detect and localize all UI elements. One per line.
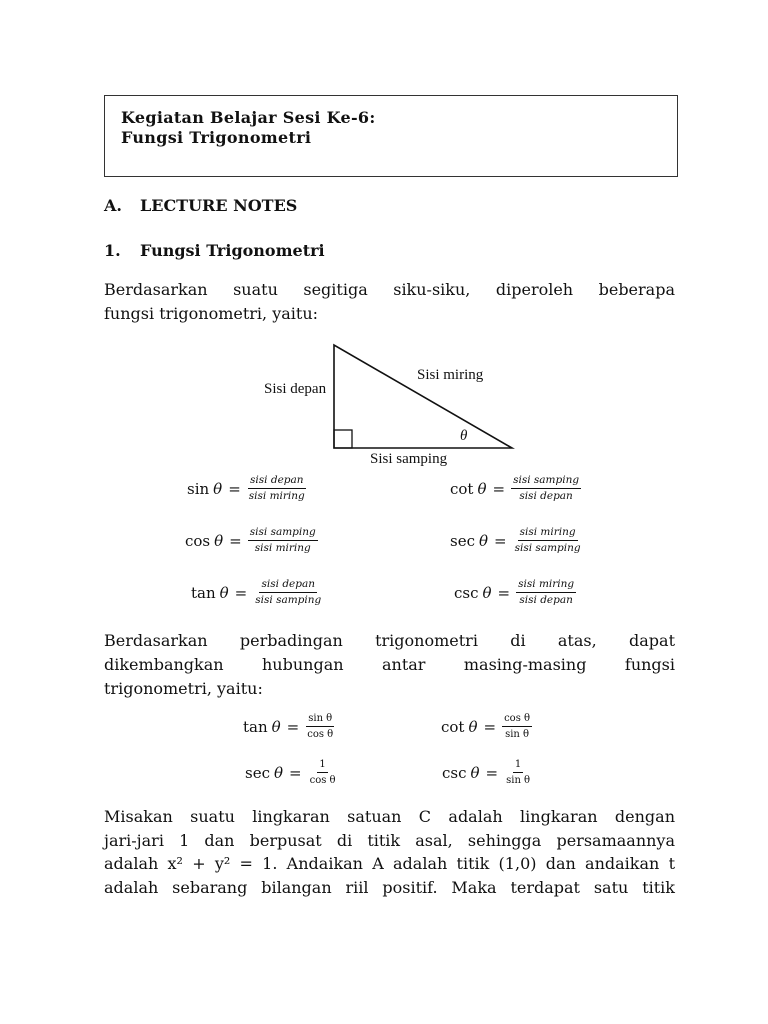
numerator: sisi miring bbox=[518, 526, 578, 541]
formula-cot bbox=[450, 474, 581, 503]
label-sisi-samping: Sisi samping bbox=[370, 451, 448, 467]
var-theta: θ bbox=[477, 479, 487, 498]
section-a-title: LECTURE NOTES bbox=[140, 196, 298, 215]
relation-line-3: trigonometri, yaitu: bbox=[104, 679, 263, 698]
fraction bbox=[502, 712, 532, 741]
fn-sec: sec bbox=[245, 763, 270, 782]
fraction bbox=[504, 758, 532, 787]
equals-sign: = bbox=[289, 763, 302, 782]
session-title: Kegiatan Belajar Sesi Ke-6: bbox=[121, 108, 376, 127]
denominator: sin θ bbox=[505, 729, 530, 740]
fn-cot: cot bbox=[441, 717, 465, 736]
var-theta: θ bbox=[214, 531, 224, 550]
session-title-box bbox=[104, 95, 678, 177]
fraction bbox=[308, 758, 338, 787]
fn-cot: cot bbox=[450, 479, 474, 498]
formula-csc bbox=[454, 578, 576, 607]
denominator: sisi depan bbox=[519, 594, 573, 606]
label-sisi-depan: Sisi depan bbox=[264, 381, 327, 397]
label-angle-theta: θ bbox=[460, 428, 468, 444]
fraction bbox=[511, 474, 581, 503]
fn-tan: tan bbox=[243, 717, 268, 736]
equals-sign: = bbox=[483, 717, 497, 736]
relation-csc bbox=[442, 758, 532, 787]
equals-sign: = bbox=[286, 717, 300, 736]
equals-sign: = bbox=[494, 531, 507, 550]
fn-csc: csc bbox=[442, 763, 467, 782]
section-1-heading bbox=[104, 241, 325, 260]
section-1-title: Fungsi Trigonometri bbox=[140, 241, 325, 260]
fraction bbox=[247, 474, 307, 503]
relation-line-2: dikembangkan hubungan antar masing-masing fungsi bbox=[104, 655, 675, 674]
intro-line-2: fungsi trigonometri, yaitu: bbox=[104, 304, 319, 323]
numerator: sisi samping bbox=[248, 526, 318, 541]
denominator: cos θ bbox=[307, 729, 334, 740]
formula-sin bbox=[187, 474, 307, 503]
var-theta: θ bbox=[219, 583, 229, 602]
fn-tan: tan bbox=[191, 583, 216, 602]
var-theta: θ bbox=[213, 479, 223, 498]
denominator: sin θ bbox=[506, 775, 531, 786]
formula-cos bbox=[185, 526, 318, 555]
equals-sign: = bbox=[492, 479, 506, 498]
fn-cos: cos bbox=[185, 531, 211, 550]
denominator: sisi samping bbox=[255, 594, 322, 606]
equals-sign: = bbox=[234, 583, 248, 602]
relation-cot bbox=[441, 712, 532, 741]
numerator: 1 bbox=[317, 758, 327, 773]
fraction bbox=[248, 526, 318, 555]
numerator: sisi samping bbox=[511, 474, 581, 489]
denominator: sisi miring bbox=[248, 490, 305, 502]
triangle-shape bbox=[334, 345, 512, 448]
denominator: cos θ bbox=[309, 775, 336, 786]
equals-sign: = bbox=[497, 583, 511, 602]
fraction bbox=[516, 578, 576, 607]
closing-line-2: jari-jari 1 dan berpusat di titik asal, sehingga persamaannya bbox=[104, 831, 675, 850]
var-theta: θ bbox=[271, 717, 281, 736]
section-a-number: A. bbox=[104, 196, 122, 215]
fn-sec: sec bbox=[450, 531, 475, 550]
numerator: sisi depan bbox=[248, 474, 306, 489]
numerator: sisi depan bbox=[259, 578, 317, 593]
relation-tan bbox=[243, 712, 335, 741]
numerator: cos θ bbox=[502, 712, 532, 727]
closing-line-1: Misakan suatu lingkaran satuan C adalah lingkaran dengan bbox=[104, 807, 675, 826]
label-sisi-miring: Sisi miring bbox=[417, 367, 484, 383]
right-triangle-diagram bbox=[320, 338, 520, 454]
relation-line-1: Berdasarkan perbadingan trigonometri di atas, dapat bbox=[104, 631, 675, 650]
formula-tan bbox=[191, 578, 323, 607]
var-theta: θ bbox=[478, 531, 489, 550]
session-subtitle: Fungsi Trigonometri bbox=[121, 128, 312, 147]
intro-line-1: Berdasarkan suatu segitiga siku-siku, diperoleh beberapa bbox=[104, 280, 675, 299]
fn-sin: sin bbox=[187, 479, 210, 498]
closing-line-3: adalah x² + y² = 1. Andaikan A adalah titik (1,0) dan andaikan t bbox=[104, 854, 675, 873]
fn-csc: csc bbox=[454, 583, 479, 602]
relation-sec bbox=[245, 758, 338, 787]
denominator: sisi samping bbox=[514, 542, 581, 554]
fraction bbox=[305, 712, 335, 741]
section-1-number: 1. bbox=[104, 241, 121, 260]
var-theta: θ bbox=[468, 717, 478, 736]
equals-sign: = bbox=[228, 479, 241, 498]
var-theta: θ bbox=[273, 763, 284, 782]
formula-sec bbox=[450, 526, 583, 555]
denominator: sisi depan bbox=[519, 490, 573, 502]
numerator: 1 bbox=[513, 758, 523, 773]
var-theta: θ bbox=[482, 583, 492, 602]
numerator: sin θ bbox=[306, 712, 334, 727]
equals-sign: = bbox=[229, 531, 242, 550]
numerator: sisi miring bbox=[516, 578, 576, 593]
fraction bbox=[253, 578, 323, 607]
section-a-heading bbox=[104, 196, 297, 215]
right-angle-marker bbox=[334, 430, 352, 448]
closing-line-4: adalah sebarang bilangan riil positif. Maka terdapat satu titik bbox=[104, 878, 675, 897]
fraction bbox=[513, 526, 583, 555]
equals-sign: = bbox=[485, 763, 499, 782]
denominator: sisi miring bbox=[254, 542, 311, 554]
var-theta: θ bbox=[470, 763, 480, 782]
